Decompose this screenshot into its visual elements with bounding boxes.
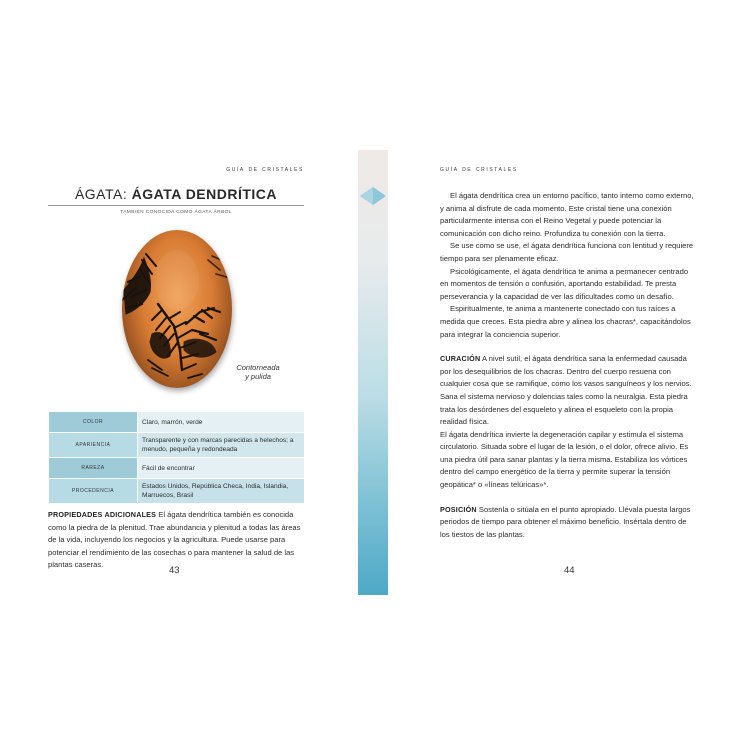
property-value: Claro, marrón, verde — [138, 412, 305, 433]
left-page — [0, 150, 358, 595]
image-caption — [234, 363, 282, 381]
table-row — [49, 479, 305, 504]
caption-line-1: Contorneada — [236, 363, 280, 372]
right-body-text — [440, 190, 696, 541]
properties-table — [48, 411, 305, 504]
caption-line-2: y pulida — [245, 372, 271, 381]
book-gutter — [358, 150, 388, 595]
page-number: 44 — [564, 565, 575, 576]
healing-text-continued: El ágata dendrítica invierte la degeneración capilar y estimula el sistema circulatorio. Situada sobre el lugar de la lesión, o el dolor, ofrece alivio. Es una piedra útil para sanar plantas y la tierra misma. Estabiliza los vórtices dentro del campo energético de la tierra y permite superar la tensión geopática* o «líneas telúricas»*. — [440, 429, 689, 490]
right-page — [388, 150, 746, 595]
paragraph: El ágata dendrítica crea un entorno pacífico, tanto interno como externo, y anima al disfrute de cada momento. Este cristal tiene una conexión particularmente intensa con el Reino Vegetal y puede potenciar la comunicación con dicho reino. Profundiza tu conexión con la tierra. — [440, 191, 694, 238]
position-text: Sostenla o sitúala en el punto apropiado. Llévala puesta largos periodos de tiempo para obtener el máximo beneficio. Insértala dentro de los tiestos de las plantas. — [440, 504, 691, 539]
title-part2: ÁGATA DENDRÍTICA — [131, 186, 278, 202]
property-value: Transparente y con marcas parecidas a helechos; a menudo, pequeña y redondeada — [138, 433, 305, 458]
title-part1: ÁGATA: — [74, 186, 128, 202]
table-row — [49, 433, 305, 458]
paragraph: Espiritualmente, te anima a mantenerte conectado con tus raíces a medida que creces. Esta piedra abre y alinea los chacras*, capacitándolos para integrar la conciencia superior. — [440, 304, 691, 339]
property-label: RAREZA — [49, 458, 138, 479]
property-label: COLOR — [49, 412, 138, 433]
healing-section — [440, 353, 696, 429]
diamond-ornament-icon — [358, 185, 388, 207]
property-label: PROCEDENCIA — [49, 479, 138, 504]
running-head: guía de cristales — [226, 164, 304, 173]
page-subtitle: TAMBIÉN CONOCIDA COMO ÁGATA ÁRBOL — [120, 210, 232, 215]
paragraph: Se use como se use, el ágata dendrítica funciona con lentitud y requiere tiempo para ser plenamente eficaz. — [440, 241, 694, 263]
dendritic-agate-image — [122, 230, 232, 388]
dendrite-pattern — [122, 230, 232, 388]
table-row — [49, 458, 305, 479]
healing-label: CURACIÓN — [440, 354, 481, 364]
position-label: POSICIÓN — [440, 504, 477, 514]
table-row — [49, 412, 305, 433]
position-section — [440, 504, 696, 542]
property-value: Fácil de encontrar — [138, 458, 305, 479]
paragraph: Psicológicamente, el ágata dendrítica te anima a permanecer centrado en momentos de tensión o confusión, aportando estabilidad. Te presta perseverancia y la capacidad de ver las dificultades como un desafío. — [440, 266, 689, 301]
additional-label: PROPIEDADES ADICIONALES — [48, 510, 157, 519]
running-head: guía de cristales — [440, 164, 518, 173]
additional-properties — [48, 509, 306, 572]
additional-text: El ágata dendrítica también es conocida como la piedra de la plenitud. Trae abundancia y plenitud a todas las áreas de la vida, incluyendo los negocios y la agricultura. Puede usarse para potenciar el rendimiento de las cosechas o para mantener la salud de las plantas caseras. — [48, 510, 301, 570]
page-title — [48, 186, 304, 206]
healing-text: A nivel sutil, el ágata dendrítica sana la enfermedad causada por los desequilibrios de los chacras. Dentro del cuerpo resuena con cualquier cosa que se ramifique, como los vasos sanguíneos y los nervios. Sana el sistema nervioso y dolencias tales como la neuralgia. Esta piedra trata los desórdenes del esqueleto y alinea el esqueleto con la propia realidad física. — [440, 354, 692, 427]
page-number: 43 — [169, 565, 180, 576]
title-block — [48, 186, 304, 215]
property-label: APARIENCIA — [49, 433, 138, 458]
property-value: Estados Unidos, República Checa, India, Islandia, Marruecos, Brasil — [138, 479, 305, 504]
